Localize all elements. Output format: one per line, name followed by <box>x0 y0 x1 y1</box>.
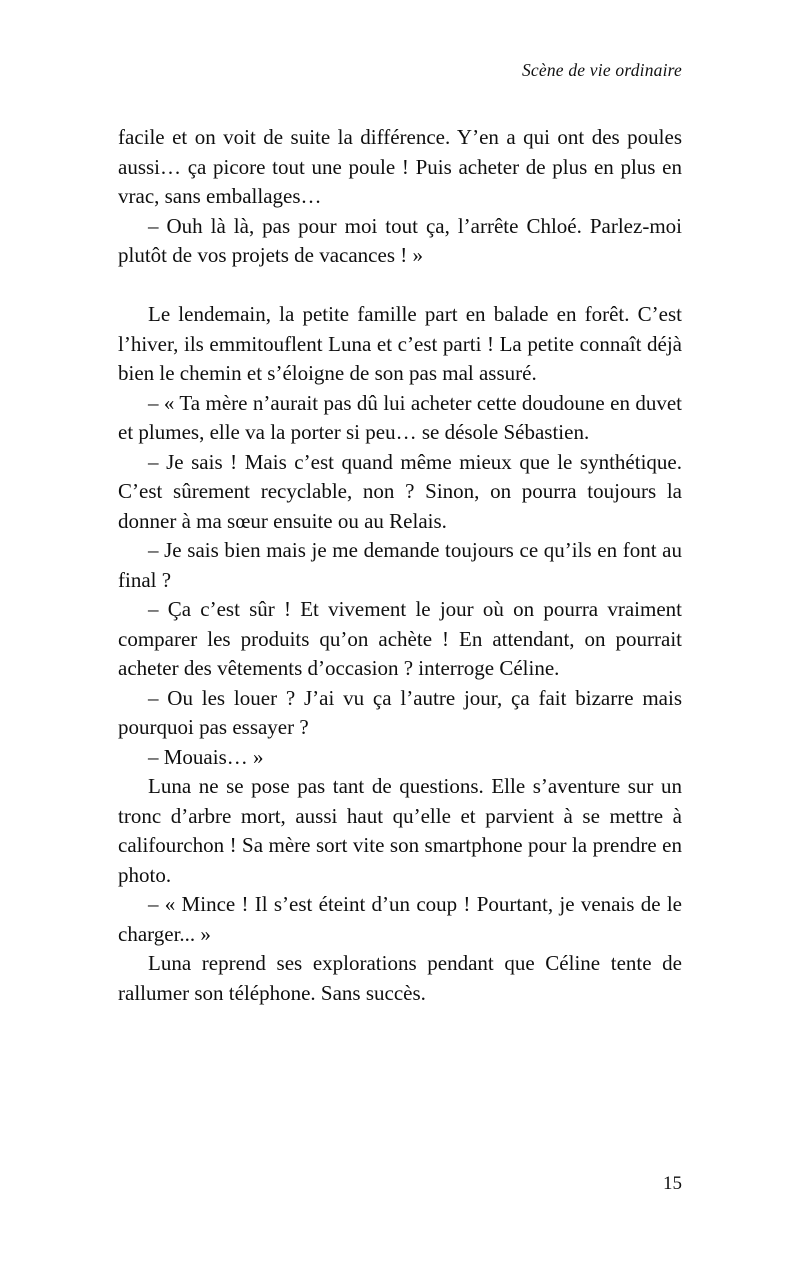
body-paragraph: – Je sais bien mais je me demande toujours ce qu’ils en font au final ? <box>118 538 682 592</box>
body-paragraph: Luna ne se pose pas tant de questions. Elle s’aventure sur un tronc d’arbre mort, aussi haut qu’elle et parvient à se mettre à califourchon ! Sa mère sort vite son smartphone pour la prendre en photo. <box>118 774 682 887</box>
body-paragraph: Luna reprend ses explorations pendant que Céline tente de rallumer son téléphone. Sans succès. <box>118 951 682 1005</box>
page-number: 15 <box>663 1173 682 1194</box>
body-paragraph: – Je sais ! Mais c’est quand même mieux que le synthétique. C’est sûrement recyclable, non ? Sinon, on pourra toujours la donner à ma sœur ensuite ou au Relais. <box>118 449 682 533</box>
body-paragraph: facile et on voit de suite la différence. Y’en a qui ont des poules aussi… ça picore tout une poule ! Puis acheter de plus en plus en vrac, sans emballages… <box>118 125 682 208</box>
body-paragraph: – Ça c’est sûr ! Et vivement le jour où on pourra vraiment comparer les produits qu’on achète ! En attendant, on pourrait acheter des vêtements d’occasion ? interroge Céline. <box>118 597 682 680</box>
running-header: Scène de vie ordinaire <box>521 60 682 80</box>
body-paragraph: – « Mince ! Il s’est éteint d’un coup ! Pourtant, je venais de le charger... » <box>118 892 682 946</box>
body-paragraph: Le lendemain, la petite famille part en balade en forêt. C’est l’hiver, ils emmitouflent Luna et c’est parti ! La petite connaît déjà bien le chemin et s’éloigne de son pas mal assuré. <box>118 302 682 385</box>
body-paragraph: – « Ta mère n’aurait pas dû lui acheter cette doudoune en duvet et plumes, elle va la porter si peu… se désole Sébastien. <box>118 390 682 444</box>
body-paragraph: – Mouais… » <box>148 744 264 769</box>
body-paragraph: – Ou les louer ? J’ai vu ça l’autre jour, ça fait bizarre mais pourquoi pas essayer ? <box>118 685 682 739</box>
body-paragraph: – Ouh là là, pas pour moi tout ça, l’arrête Chloé. Parlez-moi plutôt de vos projets de vacances ! » <box>118 213 682 267</box>
body-text <box>118 123 682 1008</box>
